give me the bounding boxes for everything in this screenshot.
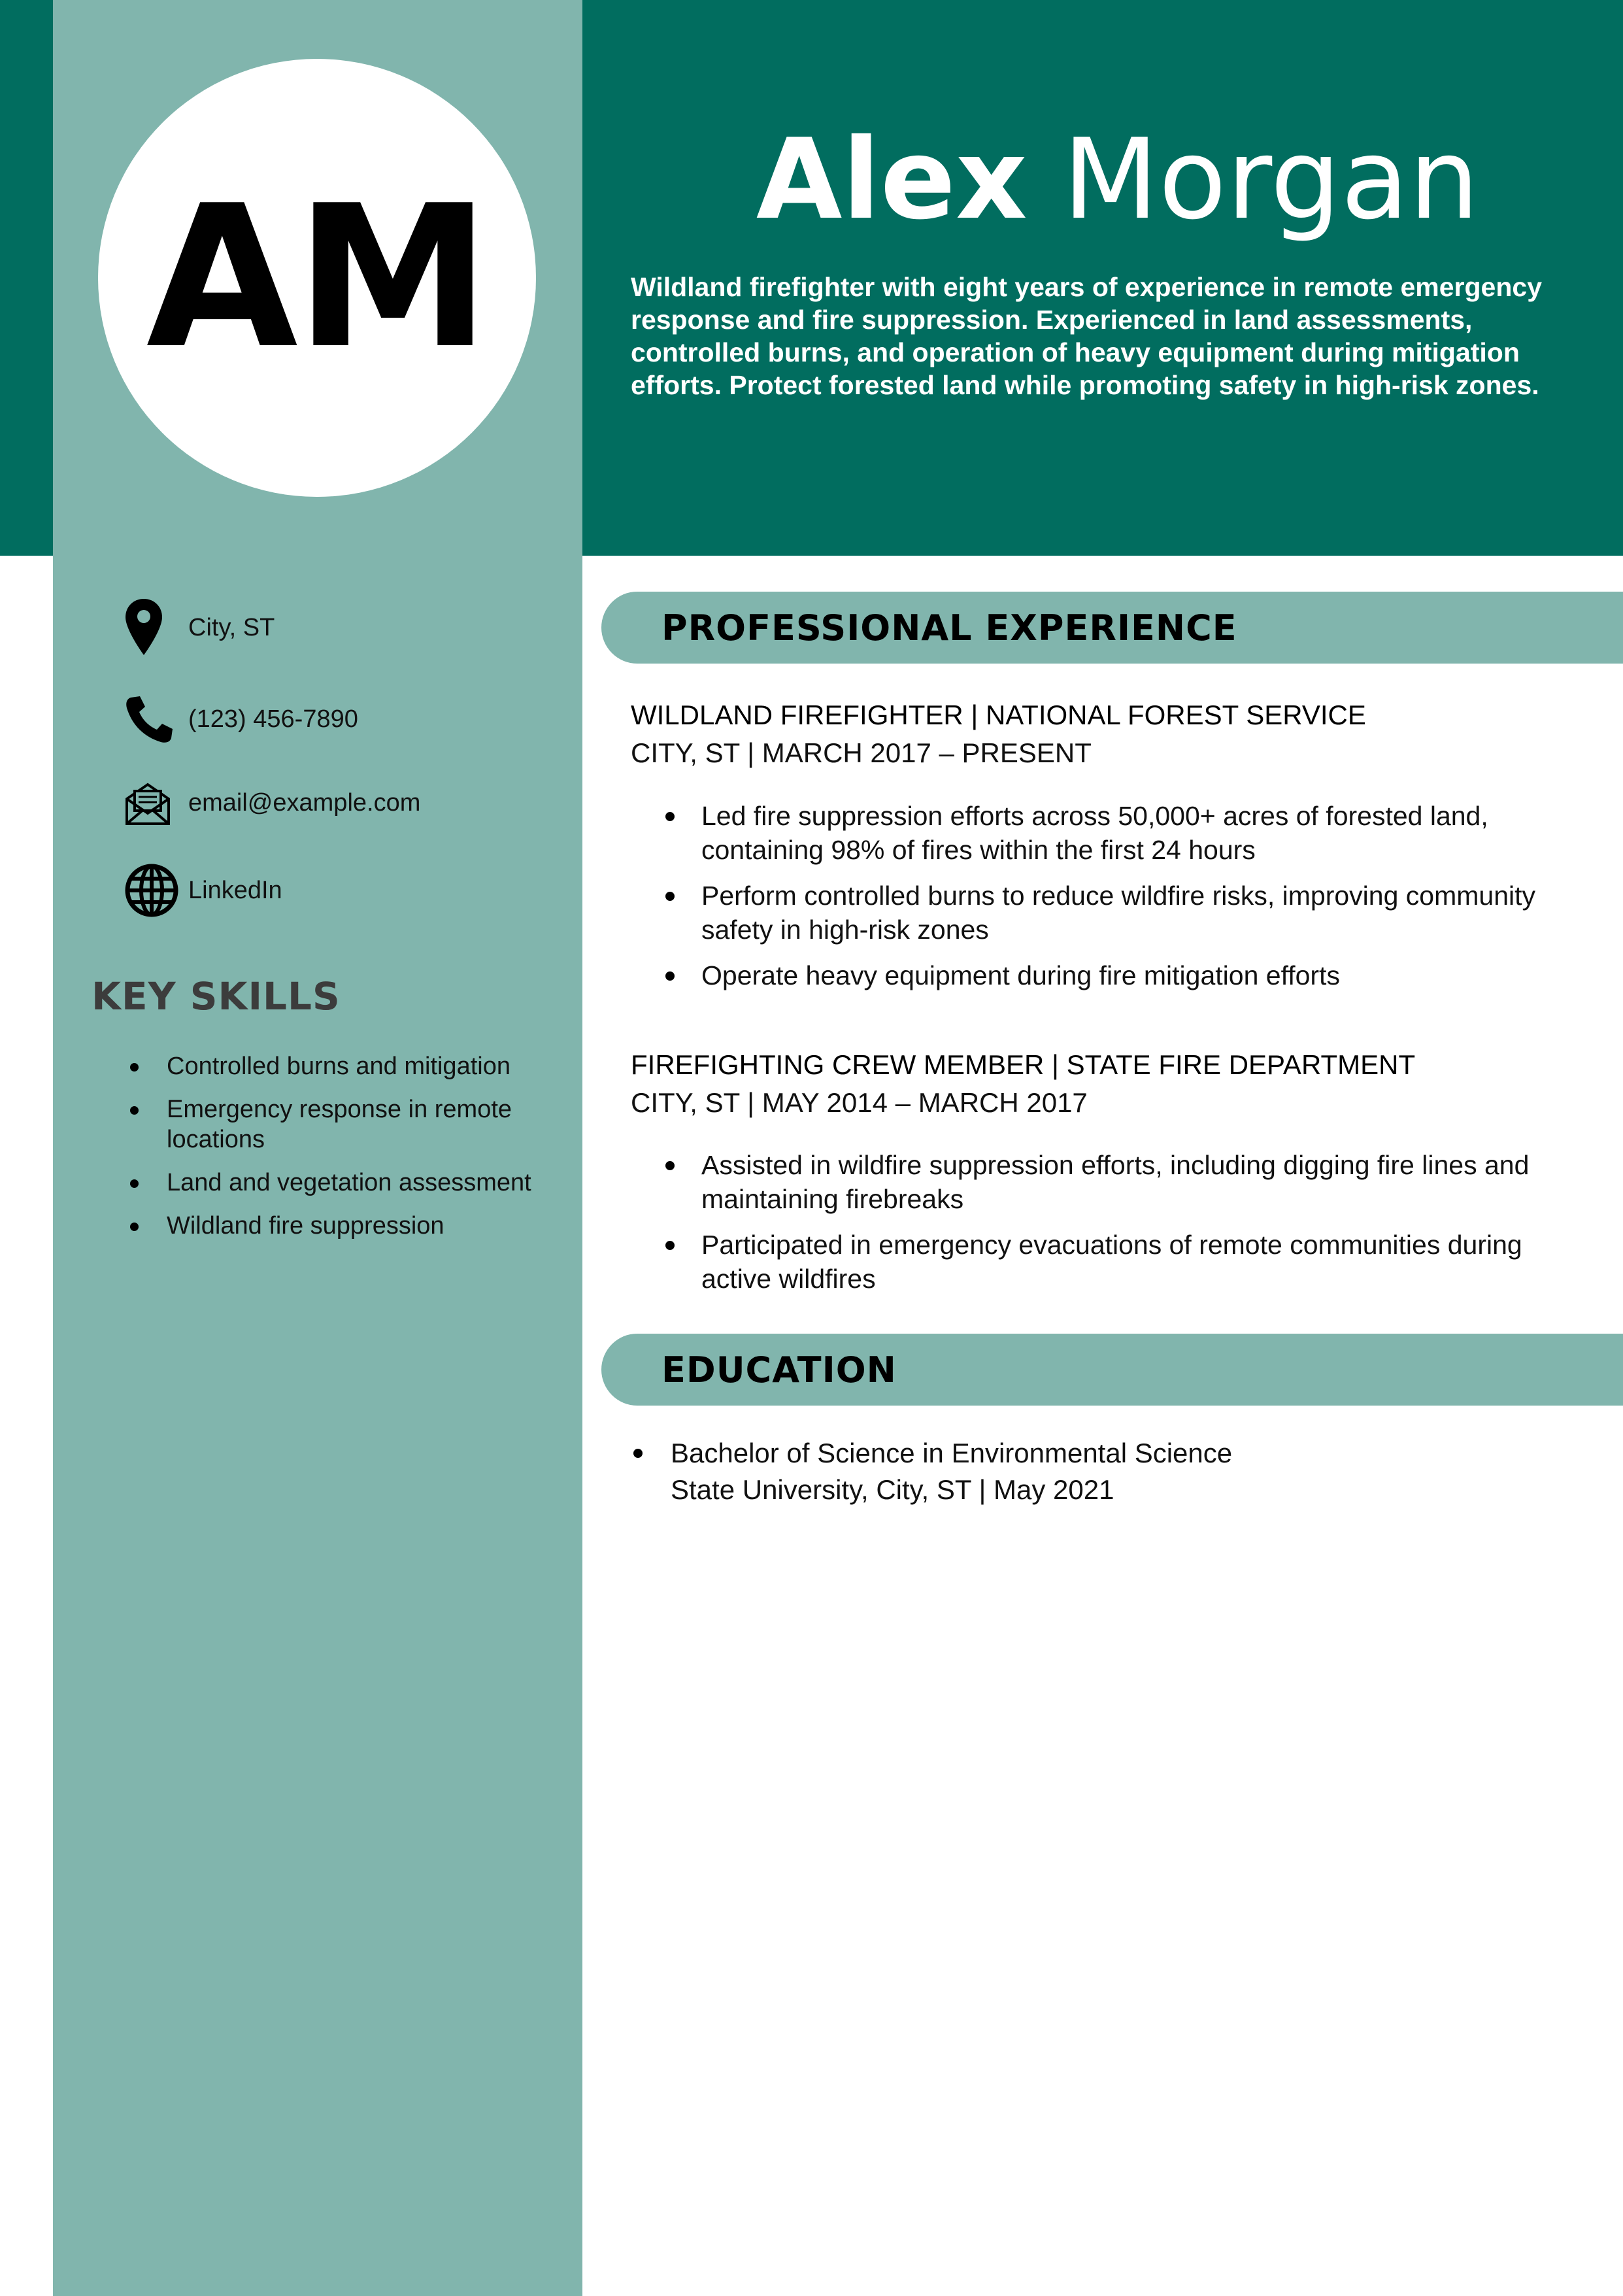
contact-location xyxy=(124,601,275,654)
degree: Bachelor of Science in Environmental Science xyxy=(671,1438,1233,1468)
list-item: Perform controlled burns to reduce wildfire risks, improving community safety in high-risk zones xyxy=(701,879,1584,947)
globe-icon xyxy=(124,864,183,917)
avatar xyxy=(98,59,536,497)
job-bullets xyxy=(701,1148,1584,1308)
linkedin-link[interactable]: LinkedIn xyxy=(188,876,282,904)
key-skills-heading: KEY SKILLS xyxy=(92,974,341,1019)
phone-icon xyxy=(124,693,183,745)
job-bullets xyxy=(701,799,1584,1004)
first-name: Alex xyxy=(756,115,1028,245)
contact-phone xyxy=(124,693,358,745)
experience-heading: PROFESSIONAL EXPERIENCE xyxy=(661,607,1237,649)
list-item: Operate heavy equipment during fire mitigation efforts xyxy=(701,958,1584,992)
list-item: Participated in emergency evacuations of remote communities during active wildfires xyxy=(701,1228,1584,1296)
skills-list xyxy=(167,1051,559,1254)
school: State University, City, ST | May 2021 xyxy=(671,1474,1114,1505)
contact-email xyxy=(124,777,420,829)
list-item: Land and vegetation assessment xyxy=(167,1168,559,1198)
list-item: Wildland fire suppression xyxy=(167,1211,559,1241)
job-title: FIREFIGHTING CREW MEMBER | STATE FIRE DEPARTMENT xyxy=(631,1049,1416,1080)
job-meta: CITY, ST | MARCH 2017 – PRESENT xyxy=(631,737,1092,768)
location-pin-icon xyxy=(124,601,183,654)
education-heading: EDUCATION xyxy=(661,1349,897,1391)
phone-text: (123) 456-7890 xyxy=(188,705,358,733)
list-item: Assisted in wildfire suppression efforts, including digging fire lines and maintaining firebreaks xyxy=(701,1148,1584,1216)
experience-heading-bar xyxy=(601,592,1623,664)
location-text: City, ST xyxy=(188,613,275,641)
full-name xyxy=(693,115,1543,245)
job-title: WILDLAND FIREFIGHTER | NATIONAL FOREST SERVICE xyxy=(631,700,1366,730)
list-item: Controlled burns and mitigation xyxy=(167,1051,559,1081)
initials: AM xyxy=(146,163,488,392)
professional-summary: Wildland firefighter with eight years of experience in remote emergency response and fire suppression. Experienced in land assessments, controlled burns, and operation of heavy equipment during mitigation efforts. Protect forested land while promoting safety in high-risk zones. xyxy=(631,272,1542,400)
education-heading-bar xyxy=(601,1334,1623,1406)
education-entry xyxy=(671,1435,1232,1508)
email-text[interactable]: email@example.com xyxy=(188,788,421,817)
list-item: Led fire suppression efforts across 50,000+ acres of forested land, containing 98% of fires within the first 24 hours xyxy=(701,799,1584,867)
list-item: Emergency response in remote locations xyxy=(167,1094,559,1155)
last-name: Morgan xyxy=(1062,115,1480,245)
contact-linkedin xyxy=(124,864,282,917)
job-meta: CITY, ST | MAY 2014 – MARCH 2017 xyxy=(631,1087,1088,1118)
envelope-icon xyxy=(124,777,183,829)
